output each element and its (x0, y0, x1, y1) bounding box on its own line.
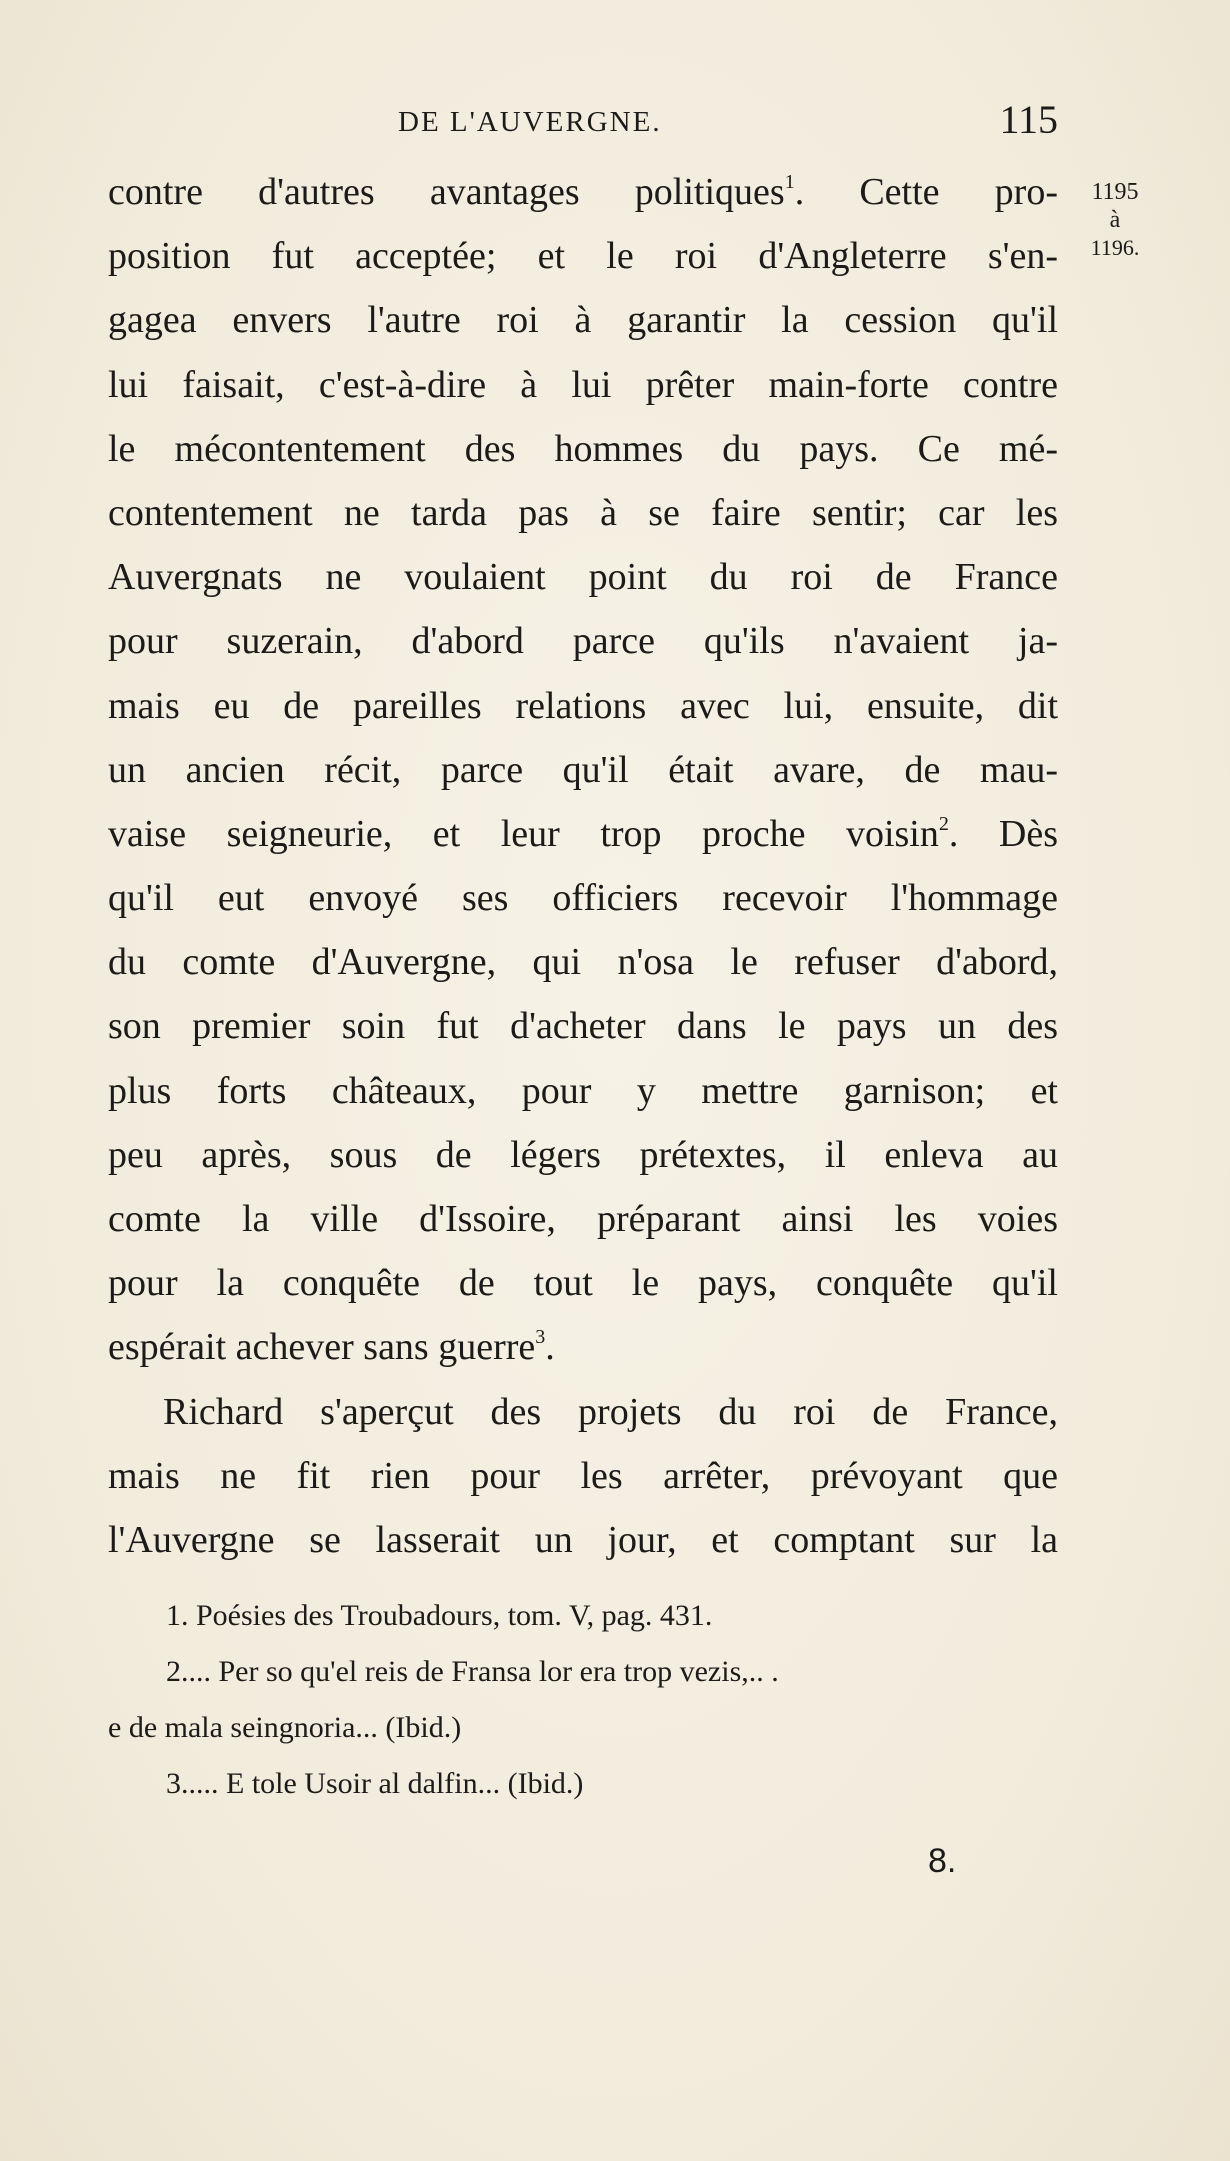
text-line: pour la conquête de tout le pays, conquête qu'il (108, 1262, 1058, 1305)
text-line: pour suzerain, d'abord parce qu'ils n'avaient ja- (108, 620, 1058, 663)
text-line: son premier soin fut d'acheter dans le pays un des (108, 1005, 1058, 1048)
text-line: vaise seigneurie, et leur trop proche voisin$^2$. Dès (108, 812, 1058, 855)
text-line: espérait achever sans guerre$^3$. (108, 1326, 555, 1369)
text-line: contentement ne tarda pas à se faire sentir; car les (108, 491, 1058, 534)
text-line: position fut acceptée; et le roi d'Angleterre s'en- (108, 235, 1058, 278)
text-line: mais eu de pareilles relations avec lui, ensuite, dit (108, 684, 1058, 727)
text-line: qu'il eut envoyé ses officiers recevoir l'hommage (108, 877, 1058, 920)
text-line: comte la ville d'Issoire, préparant ainsi les voies (108, 1198, 1058, 1240)
margin-year-start: 1195 (1091, 179, 1139, 205)
footnote-ref: 2 (938, 812, 949, 835)
footnotes (108, 1588, 1058, 1812)
margin-year-end: 1196. (1090, 235, 1140, 260)
text-line: du comte d'Auvergne, qui n'osa le refuser d'abord, (108, 941, 1058, 984)
signature-mark: 8. (928, 1842, 957, 1880)
text-line: le mécontentement des hommes du pays. Ce mé- (108, 427, 1058, 470)
text-line: Auvergnats ne voulaient point du roi de France (108, 556, 1058, 599)
running-head (108, 96, 1058, 156)
text-line: Richard s'aperçut des projets du roi de France, (163, 1390, 1058, 1433)
footnote-3: 3..... E tole Usoir al dalfin... (Ibid.) (166, 1767, 584, 1800)
footnote-2-continued: e de mala seingnoria... (Ibid.) (108, 1711, 462, 1744)
text-line: peu après, sous de légers prétextes, il enleva au (108, 1133, 1058, 1176)
footnote-ref: 1 (784, 171, 795, 193)
footnote-1: 1. Poésies des Troubadours, tom. V, pag. 431. (166, 1599, 713, 1632)
running-title: DE L'AUVERGNE. (398, 106, 662, 138)
text-line: un ancien récit, parce qu'il était avare, de mau- (108, 748, 1058, 791)
text-line: mais ne fit rien pour les arrêter, prévoyant que (108, 1454, 1058, 1497)
margin-date-note (1075, 178, 1155, 262)
footnote-2: 2.... Per so qu'el reis de Fransa lor era trop vezis,.. . (166, 1655, 779, 1688)
body-text (108, 160, 1058, 1572)
footnote-ref: 3 (535, 1326, 546, 1349)
page-number: 115 (999, 97, 1058, 142)
text-line: lui faisait, c'est-à-dire à lui prêter main-forte contre (108, 363, 1058, 406)
text-line: gagea envers l'autre roi à garantir la cession qu'il (108, 299, 1058, 342)
text-line: contre d'autres avantages politiques$^1$. Cette pro- (108, 171, 1058, 213)
text-line: l'Auvergne se lasserait un jour, et comptant sur la (108, 1518, 1058, 1561)
text-line: plus forts châteaux, pour y mettre garnison; et (108, 1069, 1058, 1112)
margin-connector: à (1109, 207, 1121, 233)
